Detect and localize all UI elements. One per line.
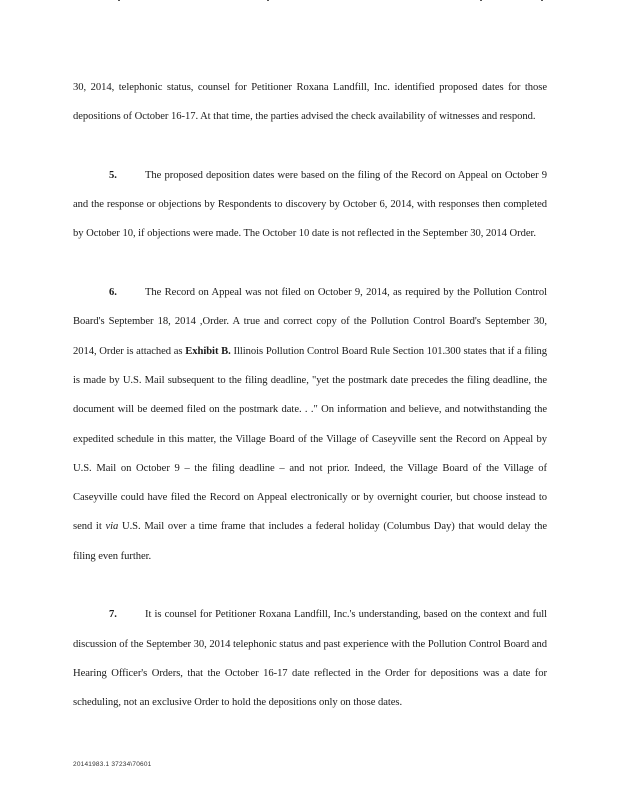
scan-top-edge: [0, 0, 619, 3]
paragraph-6-text-a: The Record on Appeal was not filed on October 9, 2014, as required by the Pollution Control Board's September 18, 2014 ,Order. A true and correct copy of the Pollution Control Board's September 30, 2014, Order is attached as: [73, 287, 547, 357]
paragraph-continued: [73, 73, 547, 132]
exhibit-b-reference: Exhibit B.: [185, 345, 231, 357]
paragraph-6-text-c: U.S. Mail over a time frame that includes a federal holiday (Columbus Day) that would delay the filing even further.: [73, 521, 548, 562]
paragraph-6-number: 6.: [109, 287, 117, 299]
paragraph-6-text-b: Illinois Pollution Control Board Rule Section 101.300 states that if a filing is made by U.S. Mail subsequent to the filing deadline, "yet the postmark date precedes the filing deadline, the document will be deemed filed on the postmark date. . ." On information and believe, and notwithstanding the expedited schedule in this matter, the Village Board of the Village of Caseyville sent the Record on Appeal by U.S. Mail on October 9 – the filing deadline – and not prior. Indeed, the Village Board of the Village of Caseyville could have filed the Record on Appeal electronically or by overnight courier, but choose instead to send it: [73, 345, 547, 533]
paragraph-5-text: The proposed deposition dates were based on the filing of the Record on Appeal on October 9 and the response or objections by Respondents to discovery by October 6, 2014, with responses then completed by October 10, if objections were made. The October 10 date is not reflected in the September 30, 2014 Order.: [73, 169, 547, 240]
paragraph-continued-text: 30, 2014, telephonic status, counsel for Petitioner Roxana Landfill, Inc. identified proposed dates for those depositions of October 16-17. At that time, the parties advised the check availability of witnesses and respond.: [73, 82, 547, 123]
paragraph-6: [73, 278, 547, 571]
paragraph-5: [73, 161, 547, 249]
paragraph-7-number: 7.: [109, 609, 117, 621]
document-id-footer: 20141983.1 37234\70601: [73, 761, 152, 768]
document-body: [73, 73, 547, 747]
paragraph-7: [73, 600, 547, 717]
paragraph-5-number: 5.: [109, 169, 117, 181]
paragraph-7-text: It is counsel for Petitioner Roxana Landfill, Inc.'s understanding, based on the context and full discussion of the September 30, 2014 telephonic status and past experience with the Pollution Control Board and Hearing Officer's Orders, that the October 16-17 date reflected in the Order for depositions was a date for scheduling, not an exclusive Order to hold the depositions only on those dates.: [73, 609, 547, 709]
via-italic: via: [105, 521, 119, 533]
